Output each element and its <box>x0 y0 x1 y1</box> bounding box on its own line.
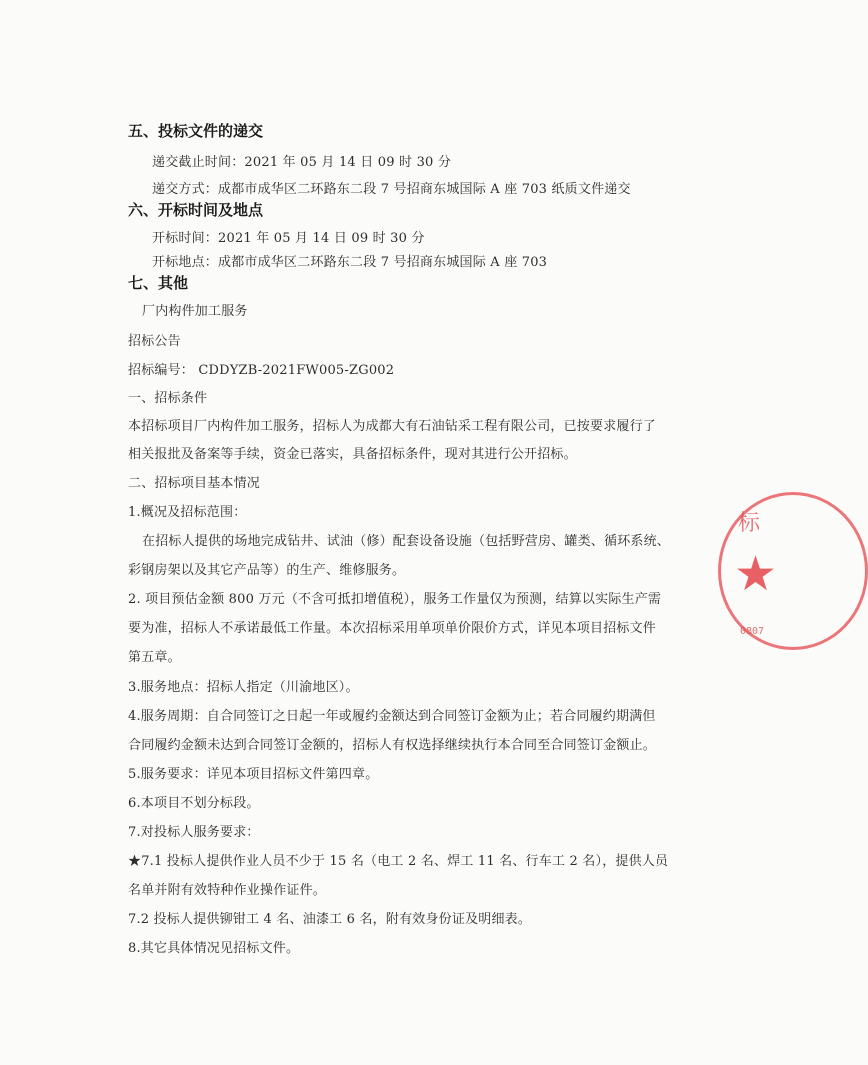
seal-text: 标 <box>738 511 761 536</box>
submission-method: 递交方式：成都市成华区二环路东二段 7 号招商东城国际 A 座 703 纸质文件递交 <box>152 182 631 197</box>
item-6: 6.本项目不划分标段。 <box>128 796 260 811</box>
conditions-line-1: 本招标项目厂内构件加工服务，招标人为成都大有石油钻采工程有限公司，已按要求履行了 <box>128 419 657 434</box>
item-3: 3.服务地点：招标人指定（川渝地区）。 <box>128 680 359 695</box>
seal-number: 0807 <box>740 626 765 637</box>
opening-place: 开标地点：成都市成华区二环路东二段 7 号招商东城国际 A 座 703 <box>152 255 548 270</box>
item-5: 5.服务要求：详见本项目招标文件第四章。 <box>128 767 379 782</box>
item-1-line-2: 彩钢房架以及其它产品等）的生产、维修服务。 <box>128 563 406 578</box>
item-2-line-1: 2. 项目预估金额 800 万元（不含可抵扣增值税），服务工作量仅为预测，结算以实际生产需 <box>128 592 662 607</box>
basic-info-heading: 二、招标项目基本情况 <box>128 476 261 491</box>
item-4-line-1: 4.服务周期：自合同签订之日起一年或履约金额达到合同签订金额为止；若合同履约期满但 <box>128 709 656 724</box>
section6-heading: 六、开标时间及地点 <box>128 201 264 219</box>
item-7-2: 7.2 投标人提供铆钳工 4 名、油漆工 6 名，附有效身份证及明细表。 <box>128 912 532 927</box>
item-2-line-2: 要为准，招标人不承诺最低工作量。本次招标采用单项单价限价方式，详见本项目招标文件 <box>128 621 657 636</box>
item-1-title: 1.概况及招标范围： <box>128 505 247 520</box>
item-7-1-line-1: ★7.1 投标人提供作业人员不少于 15 名（电工 2 名、焊工 11 名、行车工 2 名），提供人员 <box>128 854 669 869</box>
submission-deadline: 递交截止时间：2021 年 05 月 14 日 09 时 30 分 <box>152 155 452 170</box>
item-4-line-2: 合同履约金额未达到合同签订金额的，招标人有权选择继续执行本合同至合同签订金额止。 <box>128 738 657 753</box>
tender-number: 招标编号： CDDYZB-2021FW005-ZG002 <box>128 363 395 378</box>
item-7: 7.对投标人服务要求： <box>128 825 260 840</box>
announcement-title: 招标公告 <box>128 334 181 349</box>
item-1-line-1: 在招标人提供的场地完成钻井、试油（修）配套设备设施（包括野营房、罐类、循环系统、 <box>142 534 671 549</box>
conditions-heading: 一、招标条件 <box>128 391 208 406</box>
item-7-1-line-2: 名单并附有效特种作业操作证件。 <box>128 883 327 898</box>
company-seal <box>712 492 778 652</box>
conditions-line-2: 相关报批及备案等手续，资金已落实，具备招标条件，现对其进行公开招标。 <box>128 447 577 462</box>
section5-heading: 五、投标文件的递交 <box>128 122 264 140</box>
section7-heading: 七、其他 <box>128 274 189 292</box>
opening-time: 开标时间：2021 年 05 月 14 日 09 时 30 分 <box>152 231 425 246</box>
item-8: 8.其它具体情况见招标文件。 <box>128 941 300 956</box>
seal-star-icon: ★ <box>734 546 778 602</box>
item-2-line-3: 第五章。 <box>128 650 181 665</box>
project-subtitle: 厂内构件加工服务 <box>142 304 248 319</box>
